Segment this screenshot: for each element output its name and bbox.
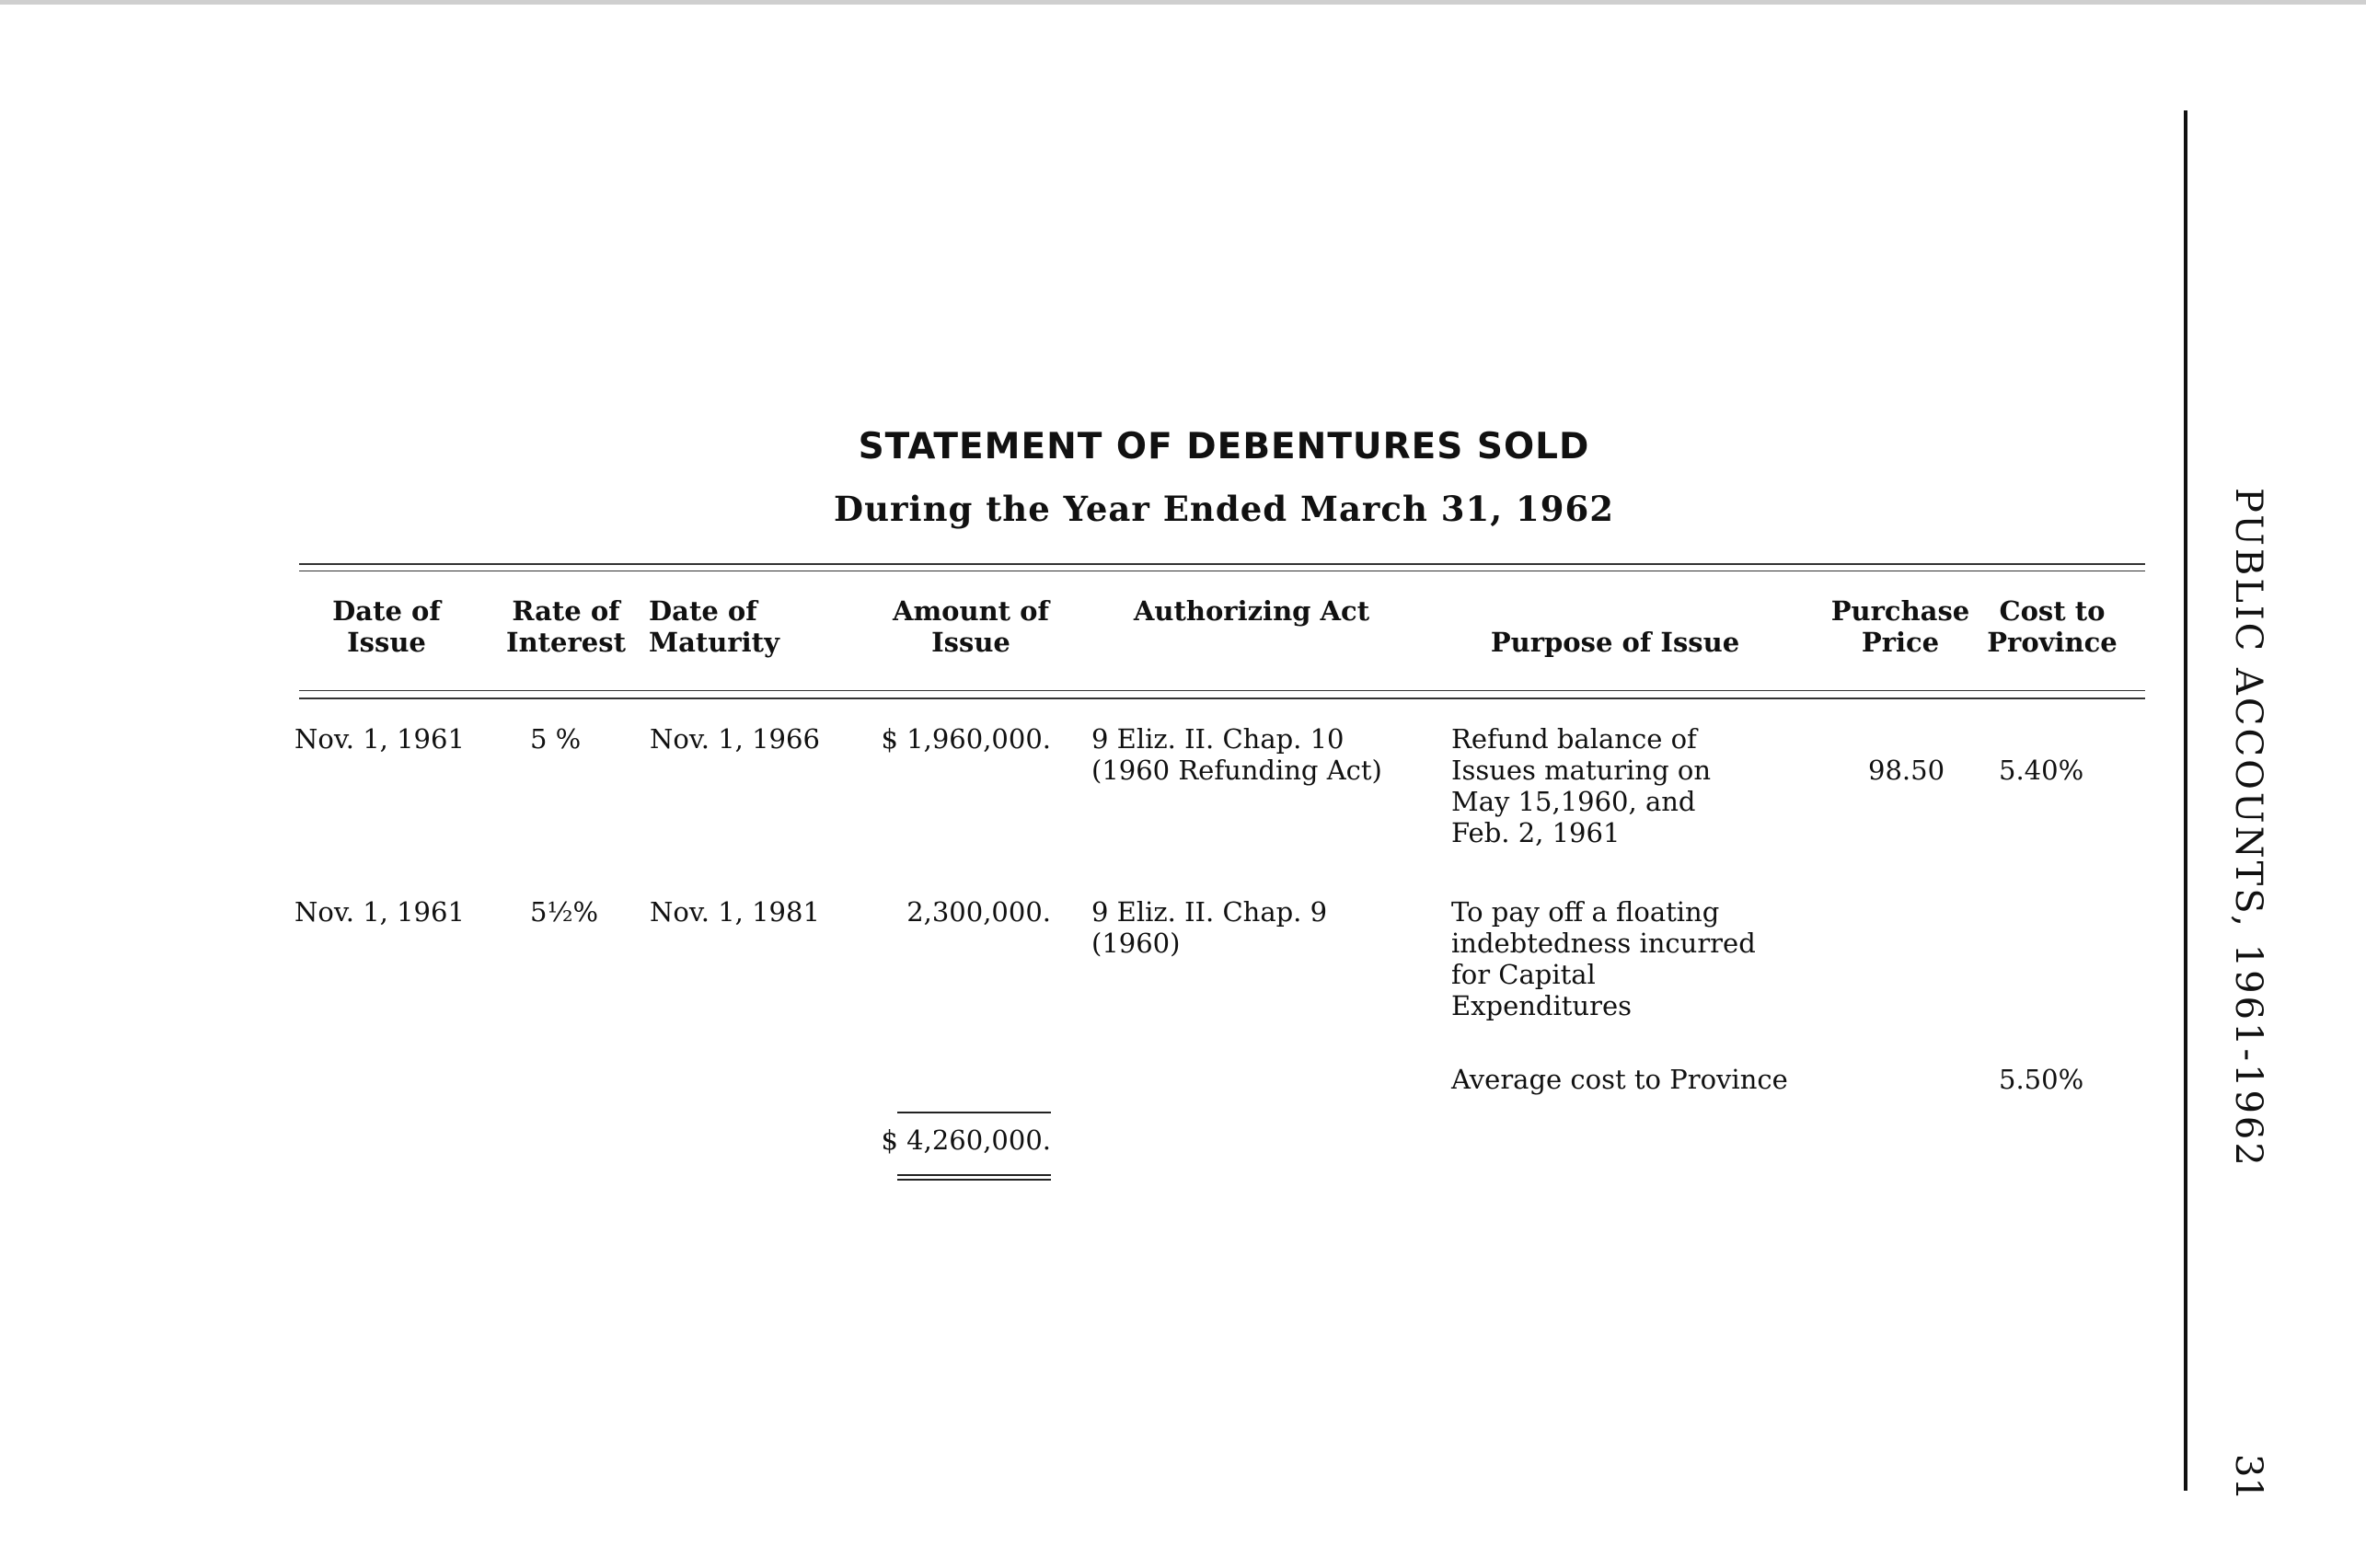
table-cell-rate: 5½% [530, 896, 599, 928]
header-rate-of-interest: Rate of Interest [506, 595, 626, 658]
header-bottom-rule-2 [299, 698, 2145, 699]
margin-rule [2184, 110, 2187, 1491]
average-cost-label: Average cost to Province [1451, 1064, 1788, 1095]
header-amount-of-issue: Amount of Issue [892, 595, 1049, 658]
table-cell-maturity: Nov. 1, 1966 [650, 723, 820, 755]
total-double-rule-2 [897, 1179, 1051, 1181]
page-subtitle: During the Year Ended March 31, 1962 [834, 489, 1614, 529]
header-date-of-issue: Date of Issue [332, 595, 441, 658]
table-cell-date-of-issue: Nov. 1, 1961 [294, 723, 465, 755]
table-cell-act: 9 Eliz. II. Chap. 9 (1960) [1091, 896, 1328, 959]
page-title: STATEMENT OF DEBENTURES SOLD [858, 426, 1590, 467]
table-cell-price: 98.50 [1868, 755, 1945, 786]
table-cell-act: 9 Eliz. II. Chap. 10 (1960 Refunding Act) [1091, 723, 1382, 786]
average-cost-value: 5.50% [1999, 1064, 2084, 1095]
page-number: 31 [2227, 1454, 2269, 1501]
table-cell-maturity: Nov. 1, 1981 [650, 896, 820, 928]
header-purpose-of-issue: Purpose of Issue [1490, 627, 1740, 658]
table-cell-cost: 5.40% [1999, 755, 2084, 786]
header-bottom-rule [299, 690, 2145, 691]
scan-top-edge [0, 0, 2366, 5]
table-cell-amount: 2,300,000. [906, 896, 1051, 928]
table-cell-rate: 5 % [530, 723, 582, 755]
total-double-rule [897, 1174, 1051, 1176]
header-date-of-maturity: Date of Maturity [649, 595, 779, 658]
table-cell-amount: $ 1,960,000. [881, 723, 1051, 755]
header-purchase-price: Purchase Price [1830, 595, 1970, 658]
table-cell-date-of-issue: Nov. 1, 1961 [294, 896, 465, 928]
total-amount: $ 4,260,000. [881, 1124, 1051, 1156]
side-running-header: PUBLIC ACCOUNTS, 1961-1962 [2227, 488, 2269, 1169]
total-top-rule [897, 1112, 1051, 1113]
table-cell-purpose: To pay off a floating indebtedness incurred for Capital Expenditures [1451, 896, 1756, 1021]
header-cost-to-province: Cost to Province [1987, 595, 2118, 658]
header-authorizing-act: Authorizing Act [1133, 595, 1370, 627]
header-top-rule [299, 563, 2145, 565]
table-cell-purpose: Refund balance of Issues maturing on May 15,1960, and Feb. 2, 1961 [1451, 723, 1712, 848]
